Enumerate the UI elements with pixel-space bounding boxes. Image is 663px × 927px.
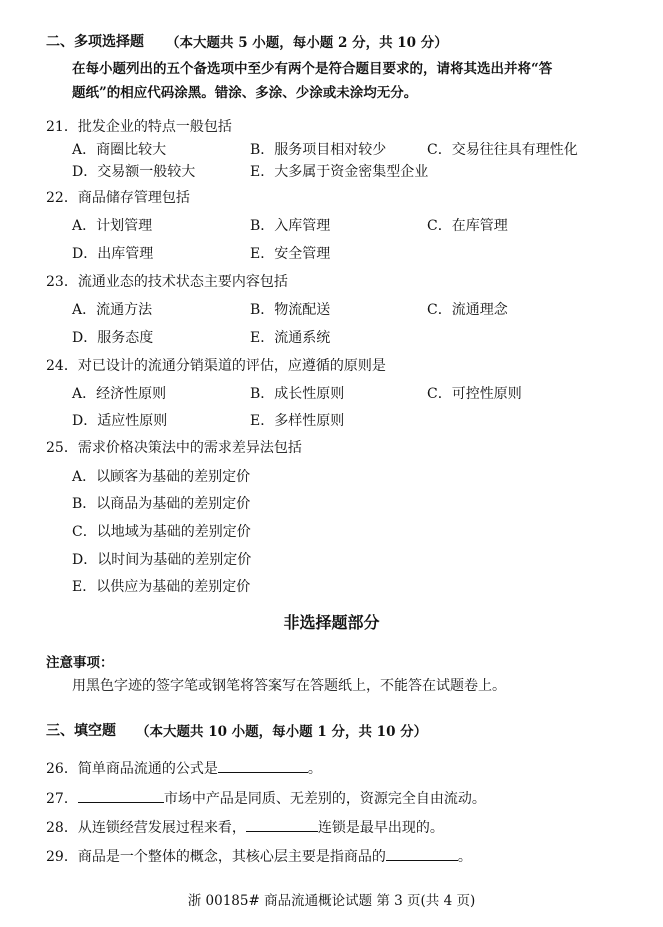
question-27-number: 27． xyxy=(46,791,78,807)
question-23-option-a: A．流通方法 xyxy=(72,302,153,318)
section-2-instruction-line1: 在每小题列出的五个备选项中至少有两个是符合题目要求的，请将其选出并将“答 xyxy=(72,61,553,77)
question-25-option-e: E．以供应为基础的差别定价 xyxy=(72,579,251,595)
question-26-end: 。 xyxy=(307,761,322,777)
notice-text: 用黑色字迹的签字笔或钢笔将答案写在答题纸上，不能答在试题卷上。 xyxy=(72,678,506,694)
question-28-text: 28．从连锁经营发展过程来看， xyxy=(46,820,246,836)
section-2-info: （本大题共 5 小题，每小题 2 分，共 10 分） xyxy=(166,35,448,51)
question-21-option-d: D．交易额一般较大 xyxy=(72,164,196,180)
question-22-option-e: E．安全管理 xyxy=(250,246,331,262)
question-24-option-b: B．成长性原则 xyxy=(250,386,345,402)
question-25-option-c: C．以地域为基础的差别定价 xyxy=(72,524,251,540)
question-22-stem: 22．商品储存管理包括 xyxy=(46,190,190,206)
answer-blank-29[interactable] xyxy=(386,846,458,861)
question-22-option-c: C．在库管理 xyxy=(427,218,508,234)
question-24-option-d: D．适应性原则 xyxy=(72,413,168,429)
page-footer: 浙 00185# 商品流通概论试题 第 3 页(共 4 页) xyxy=(187,893,476,909)
section-2-instruction-line2: 题纸”的相应代码涂黑。错涂、多涂、少涂或未涂均无分。 xyxy=(72,85,418,101)
question-22-option-d: D．出库管理 xyxy=(72,246,154,262)
question-23-option-d: D．服务态度 xyxy=(72,330,154,346)
question-25-option-b: B．以商品为基础的差别定价 xyxy=(72,496,251,512)
question-24-stem: 24．对已设计的流通分销渠道的评估，应遵循的原则是 xyxy=(46,358,386,374)
question-24-option-a: A．经济性原则 xyxy=(72,386,167,402)
question-21-stem: 21．批发企业的特点一般包括 xyxy=(46,119,232,135)
non-choice-section-title: 非选择题部分 xyxy=(283,613,380,632)
question-25-option-d: D．以时间为基础的差别定价 xyxy=(72,552,252,568)
question-22-option-b: B．入库管理 xyxy=(250,218,331,234)
question-25-stem: 25．需求价格决策法中的需求差异法包括 xyxy=(46,440,302,456)
question-23-option-b: B．物流配送 xyxy=(250,302,331,318)
question-21-option-a: A．商圈比较大 xyxy=(72,142,167,158)
question-22-option-a: A．计划管理 xyxy=(72,218,153,234)
question-21-option-e: E．大多属于资金密集型企业 xyxy=(250,164,429,180)
notice-label: 注意事项： xyxy=(46,655,114,671)
section-3-info: （本大题共 10 小题，每小题 1 分，共 10 分） xyxy=(136,724,428,740)
answer-blank-27[interactable] xyxy=(78,788,164,803)
question-29-end: 。 xyxy=(457,849,472,865)
answer-blank-26[interactable] xyxy=(218,758,308,773)
question-29-text: 29．商品是一个整体的概念，其核心层主要是指商品的 xyxy=(46,849,386,865)
question-23-option-e: E．流通系统 xyxy=(250,330,331,346)
section-3-title: 三、填空题 xyxy=(46,723,116,739)
question-29 xyxy=(46,846,472,866)
section-2-title: 二、多项选择题 xyxy=(46,34,144,50)
answer-blank-28[interactable] xyxy=(246,817,318,832)
question-23-stem: 23．流通业态的技术状态主要内容包括 xyxy=(46,274,288,290)
question-27 xyxy=(46,788,486,808)
question-21-option-b: B．服务项目相对较少 xyxy=(250,142,387,158)
question-23-option-c: C．流通理念 xyxy=(427,302,508,318)
question-28-end: 连锁是最早出现的。 xyxy=(317,820,444,836)
question-25-option-a: A．以顾客为基础的差别定价 xyxy=(72,469,251,485)
question-24-option-c: C．可控性原则 xyxy=(427,386,522,402)
question-28 xyxy=(46,817,444,837)
question-26 xyxy=(46,758,322,778)
question-21-option-c: C．交易往往具有理性化 xyxy=(427,142,578,158)
question-26-text: 26．简单商品流通的公式是 xyxy=(46,761,218,777)
question-24-option-e: E．多样性原则 xyxy=(250,413,345,429)
question-27-text: 市场中产品是同质、无差别的，资源完全自由流动。 xyxy=(163,791,486,807)
